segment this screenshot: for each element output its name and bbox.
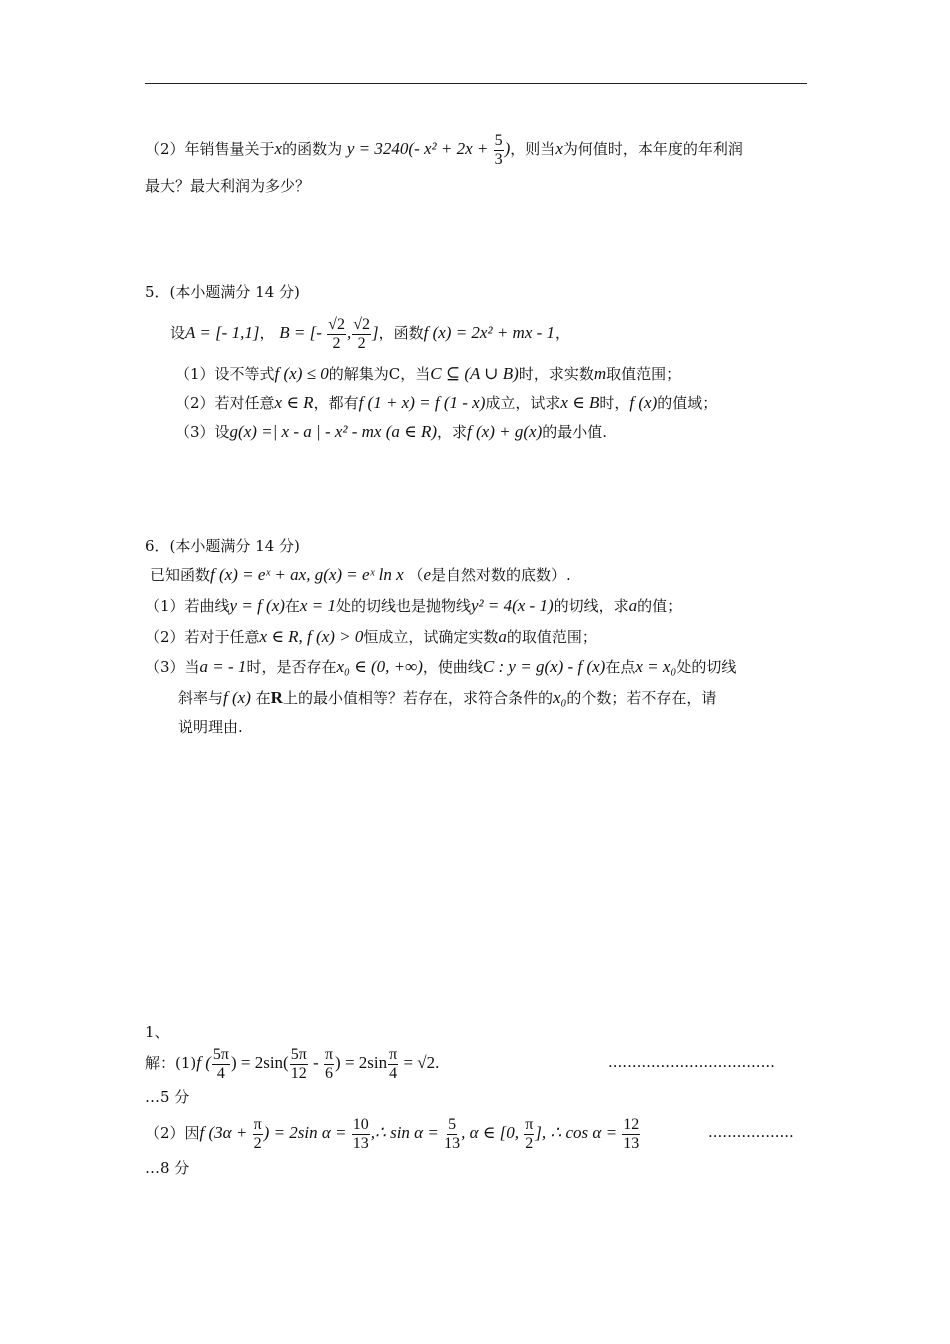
header-rule bbox=[145, 83, 807, 84]
fraction: $\frac{5}{13}$ bbox=[444, 1115, 461, 1152]
score-8: …8 分 bbox=[145, 1159, 190, 1177]
fraction: $\frac{12}{13}$ bbox=[623, 1115, 640, 1152]
fraction: $\frac{\pi}{6}$ bbox=[324, 1045, 334, 1082]
answer-label: 1、 bbox=[145, 1023, 170, 1041]
q5-part2: （2）若对任意x ∈ R，都有f (1 + x) = f (1 - x)成立，试求x ∈ B时，f (x)的值域； bbox=[175, 393, 718, 412]
q5-part3: （3）设g(x) =| x - a | - x² - mx (a ∈ R)，求f (x) + g(x)的最小值. bbox=[175, 422, 608, 441]
fraction: $\frac{5\pi}{4}$ bbox=[212, 1045, 229, 1082]
score-5: …5 分 bbox=[145, 1088, 190, 1106]
q4-part2-line1: （2）年销售量关于x的函数为 y = 3240(- x² + 2x + $\frac{5}{3}$ )，则当x为何值时，本年度的年利润 bbox=[145, 131, 743, 168]
q6-part1: （1）若曲线y = f (x)在x = 1处的切线也是抛物线y² = 4(x - 1)的切线，求a的值； bbox=[145, 596, 683, 615]
q5-setup: 设A = [- 1,1]， B = [- $\frac{√2}{2}$ , $\frac{√2}{2}$ ]，函数f (x) = 2x² + mx - 1， bbox=[170, 315, 571, 352]
q6-part2: （2）若对于任意x ∈ R, f (x) > 0恒成立，试确定实数a的取值范围； bbox=[145, 627, 597, 646]
answer-part2: （2）因f (3α + $\frac{\pi}{2}$ ) = 2sin α = $\frac{10}{13}$ ,∴ sin α = $\frac{5}{13}$ , α ∈ [0, $\frac{\pi}{2}$ ], ∴ cos α = $\frac{12}{13}$ bbox=[145, 1115, 640, 1152]
fraction: $\frac{10}{13}$ bbox=[352, 1115, 369, 1152]
q6-part3-line3: 说明理由. bbox=[178, 718, 243, 736]
fraction: $\frac{\pi}{2}$ bbox=[253, 1115, 262, 1152]
fraction: $\frac{√2}{2}$ bbox=[328, 315, 345, 352]
score-dots: ................................... bbox=[608, 1053, 775, 1071]
q6-header: 6．(本小题满分 14 分) bbox=[145, 537, 300, 555]
answer-part1: 解：(1)f ( $\frac{5\pi}{4}$ ) = 2sin( $\frac{5\pi}{12}$ - $\frac{\pi}{6}$ ) = 2sin $\frac{\pi}{4}$ = √2. bbox=[145, 1045, 440, 1082]
q6-part3-line1: （3）当a = - 1时，是否存在x₀ ∈ (0, +∞)，使曲线C : y = g(x) - f (x)在点x = x₀处的切线 bbox=[145, 657, 737, 676]
fraction: $\frac{\pi}{2}$ bbox=[525, 1115, 534, 1152]
fraction: $\frac{√2}{2}$ bbox=[353, 315, 370, 352]
q6-part3-line2: 斜率与f (x) 在R上的最小值相等？若存在，求符合条件的x₀的个数；若不存在，请 bbox=[178, 688, 717, 707]
fraction: $\frac{5\pi}{12}$ bbox=[290, 1045, 307, 1082]
q4-part2-line2: 最大？最大利润为多少？ bbox=[145, 177, 311, 195]
q5-part1: （1）设不等式f (x) ≤ 0的解集为C，当C ⊆ (A ∪ B)时，求实数m取值范围； bbox=[175, 364, 682, 383]
score-dots: .................. bbox=[708, 1123, 794, 1141]
q6-given: 已知函数f (x) = eˣ + ax, g(x) = eˣ ln x （e是自然对数的底数）. bbox=[150, 565, 571, 584]
fraction: $\frac{\pi}{4}$ bbox=[389, 1045, 398, 1082]
q5-header: 5．(本小题满分 14 分) bbox=[145, 283, 300, 301]
fraction: $\frac{5}{3}$ bbox=[494, 131, 503, 168]
